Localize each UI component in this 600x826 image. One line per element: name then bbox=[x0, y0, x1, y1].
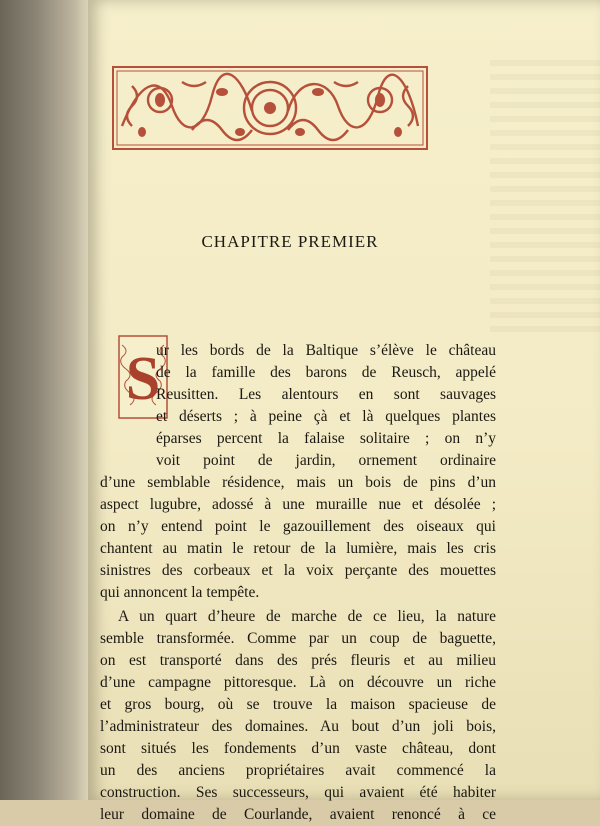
text-line: éparses percent la falaise solitaire ; on n’y bbox=[156, 430, 496, 447]
text-line: on est transporté dans des prés fleuris et au milieu bbox=[100, 652, 496, 669]
text-line: on n’y entend point le gazouillement des oiseaux qui bbox=[100, 518, 496, 535]
text-line: et gros bourg, où se trouve la maison spacieuse de bbox=[100, 696, 496, 713]
text-line: Reusitten. Les alentours en sont sauvages bbox=[156, 386, 496, 403]
text-line: de la famille des barons de Reusch, appelé bbox=[156, 364, 496, 381]
text-line: d’une semblable résidence, mais un bois de pins d’un bbox=[100, 474, 496, 491]
text-line: semble transformée. Comme par un coup de baguette, bbox=[100, 630, 496, 647]
text-line: un des anciens propriétaires avait commencé la bbox=[100, 762, 496, 779]
text-line: qui annoncent la tempête. bbox=[100, 584, 260, 601]
chapter-title: CHAPITRE PREMIER bbox=[201, 232, 379, 251]
text-line: leur domaine de Courlande, avaient renoncé à ce bbox=[100, 806, 496, 823]
text-line: chantent au matin le retour de la lumière, mais les cris bbox=[100, 540, 496, 557]
text-line: sinistres des corbeaux et la voix perçante des mouettes bbox=[100, 562, 496, 579]
text-line: sont situés les fondements d’un vaste château, dont bbox=[100, 740, 496, 757]
text-line: d’une campagne pittoresque. Là on découvre un riche bbox=[100, 674, 496, 691]
show-through-text bbox=[490, 60, 600, 340]
facing-page-edge bbox=[0, 0, 92, 800]
text-line: A un quart d’heure de marche de ce lieu, la nature bbox=[118, 608, 496, 625]
text-line: voit point de jardin, ornement ordinaire bbox=[156, 452, 496, 469]
text-line: ur les bords de la Baltique s’élève le château bbox=[156, 342, 496, 359]
text-line: et déserts ; à peine çà et là quelques plantes bbox=[156, 408, 496, 425]
text-line: aspect lugubre, adossé à une muraille nue et désolée ; bbox=[100, 496, 496, 513]
text-line: l’administrateur des domaines. Au bout d’un joli bois, bbox=[100, 718, 496, 735]
dropcap-letter: S bbox=[125, 345, 161, 413]
text-line: construction. Ses successeurs, qui avaient été habiter bbox=[100, 784, 496, 801]
decorative-headpiece-icon bbox=[112, 66, 428, 150]
